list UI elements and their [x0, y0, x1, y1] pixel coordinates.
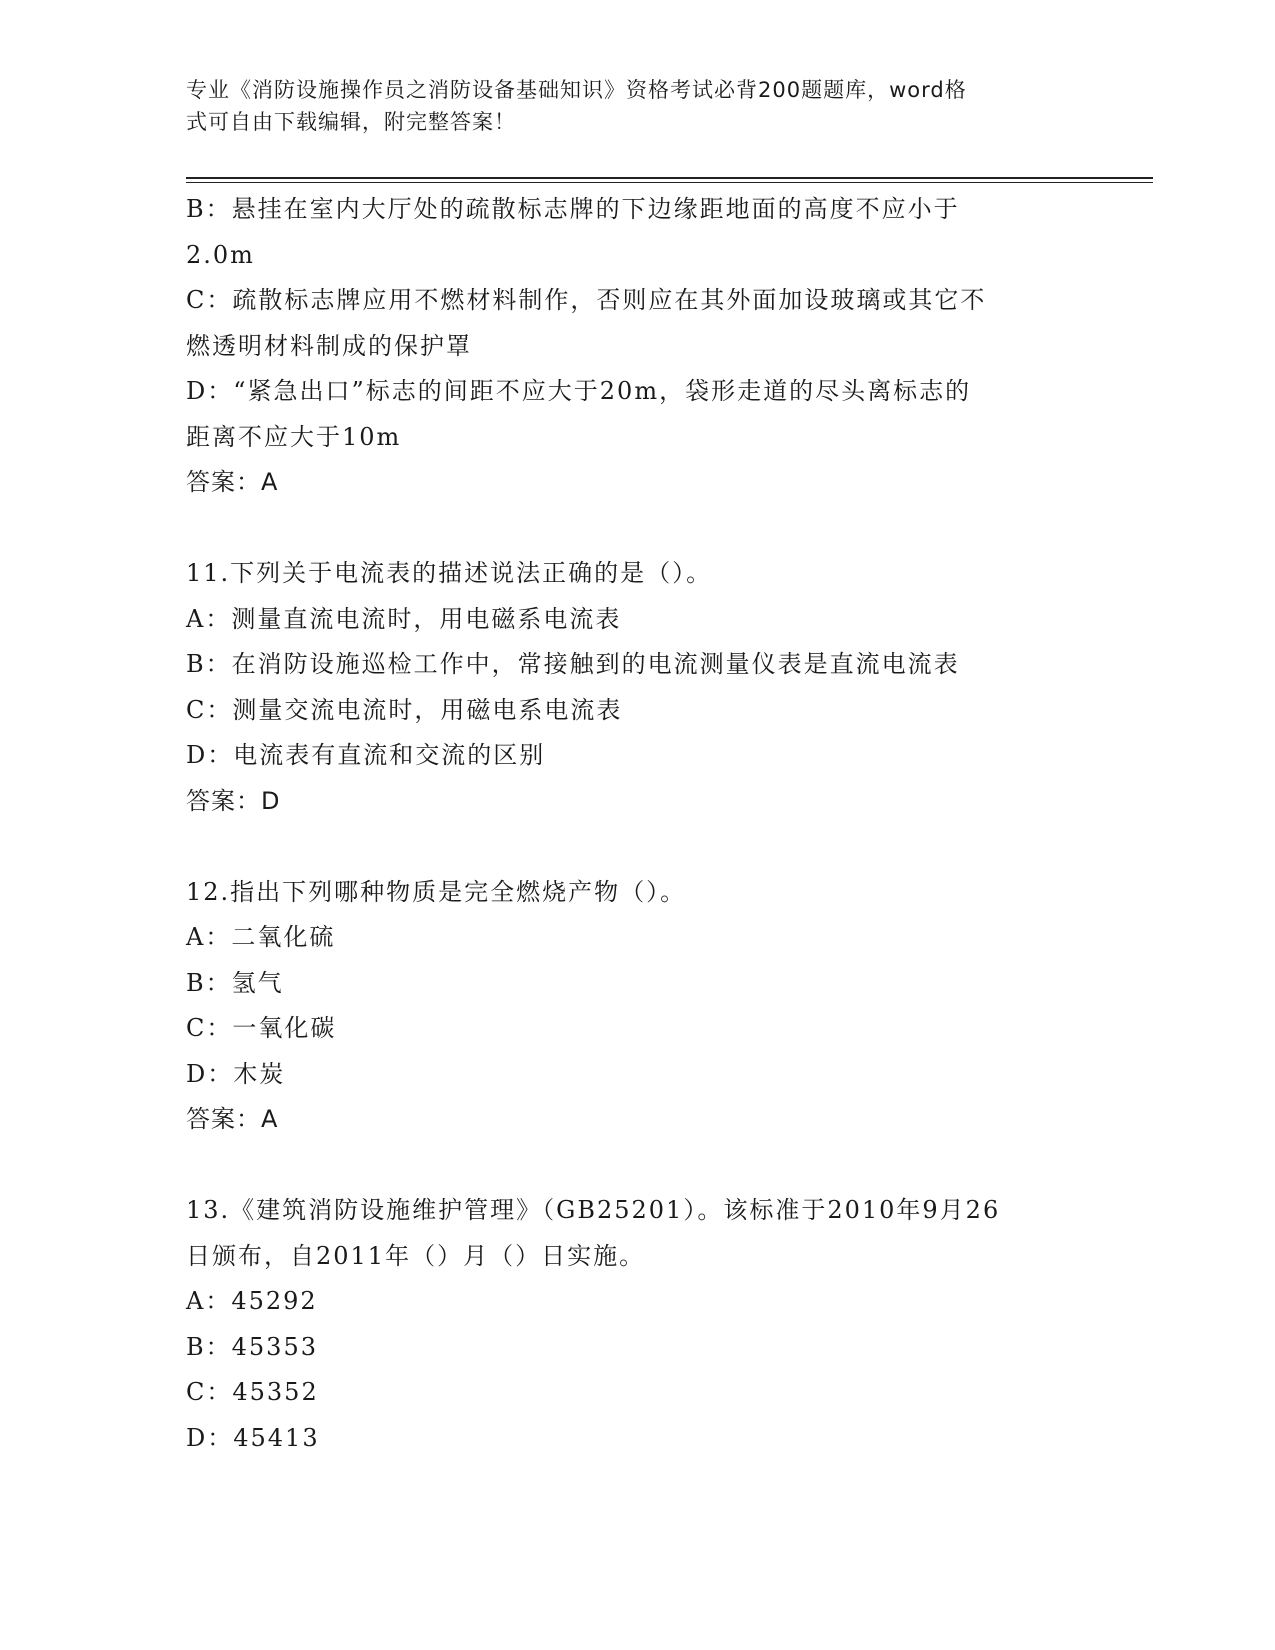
- option-d: D：木炭: [186, 1059, 286, 1088]
- option-d: D：电流表有直流和交流的区别: [186, 741, 546, 769]
- header-divider-thin: [186, 182, 1153, 183]
- document-header: [186, 74, 1086, 138]
- option-c-line-2: 燃透明材料制成的保护罩: [186, 331, 472, 360]
- spacer: [186, 824, 1086, 870]
- option-b-line-2: 2.0m: [186, 240, 255, 269]
- option-c-line-1: C：疏散标志牌应用不燃材料制作，否则应在其外面加设玻璃或其它不: [186, 286, 987, 314]
- question-list: [186, 187, 1086, 1461]
- question-text: 11.下列关于电流表的描述说法正确的是（）。: [186, 559, 713, 587]
- header-line-1: 专业《消防设施操作员之消防设备基础知识》资格考试必背200题题库，word格: [186, 78, 967, 102]
- question-11: [186, 551, 1086, 824]
- question-text: 12.指出下列哪种物质是完全燃烧产物（）。: [186, 877, 687, 906]
- question-text-line-2: 日颁布，自2011年（）月（）日实施。: [186, 1241, 646, 1270]
- option-b: B：在消防设施巡检工作中，常接触到的电流测量仪表是直流电流表: [186, 650, 960, 678]
- spacer: [186, 1143, 1086, 1189]
- answer-line: 答案：D: [186, 786, 281, 815]
- option-b: B：氢气: [186, 968, 284, 997]
- spacer: [186, 506, 1086, 552]
- option-c: C：一氧化碳: [186, 1014, 337, 1042]
- question-12: [186, 870, 1086, 1143]
- option-d-line-2: 距离不应大于10m: [186, 422, 402, 451]
- option-a: A：二氧化硫: [186, 923, 336, 951]
- option-c: C：45352: [186, 1378, 319, 1406]
- answer-line: 答案：A: [186, 468, 279, 496]
- option-d: D：45413: [186, 1423, 320, 1452]
- option-b: B：45353: [186, 1332, 318, 1361]
- question-10-tail: [186, 187, 1086, 506]
- header-divider-thick: [186, 177, 1153, 179]
- option-a: A：45292: [186, 1287, 318, 1315]
- answer-line: 答案：A: [186, 1105, 279, 1133]
- option-a: A：测量直流电流时，用电磁系电流表: [186, 604, 622, 633]
- header-line-2: 式可自由下载编辑，附完整答案！: [186, 110, 516, 134]
- question-text-line-1: 13.《建筑消防设施维护管理》（GB25201）。该标准于2010年9月26: [186, 1196, 1001, 1224]
- question-13: [186, 1188, 1086, 1461]
- option-c: C：测量交流电流时，用磁电系电流表: [186, 695, 623, 724]
- option-b-line-1: B：悬挂在室内大厅处的疏散标志牌的下边缘距地面的高度不应小于: [186, 195, 960, 223]
- option-d-line-1: D：“紧急出口”标志的间距不应大于20m，袋形走道的尽头离标志的: [186, 377, 972, 405]
